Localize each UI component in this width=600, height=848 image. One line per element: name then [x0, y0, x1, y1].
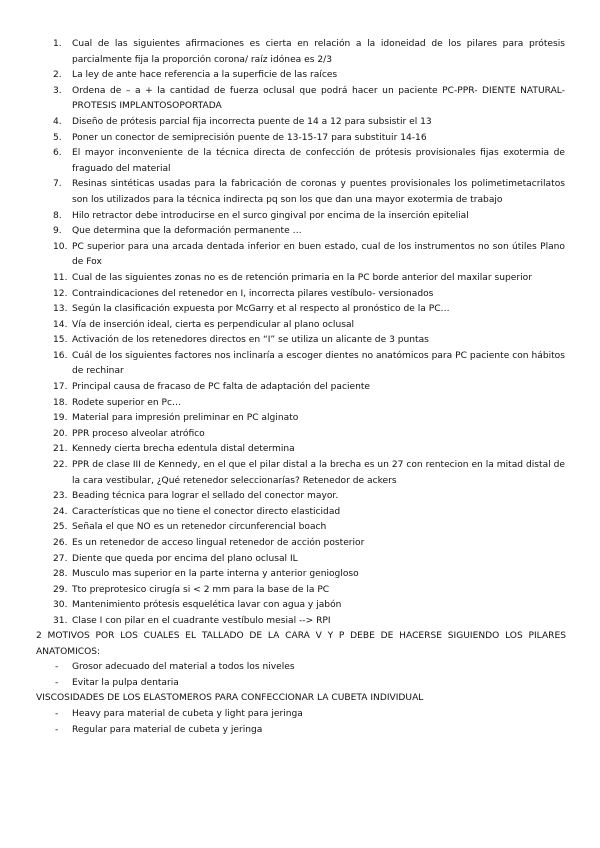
question-text: Según la clasificación expuesta por McGarry et al respecto al pronóstico de la PC…	[72, 304, 450, 315]
question-text: Mantenimiento prótesis esquelética lavar con agua y jabón	[72, 600, 342, 611]
question-text: PPR de clase III de Kennedy, en el que el pilar distal a la brecha es un 27 con rentecion en la mitad distal de la cara vestibular, ¿Qué retenedor seleccionarías? Retenedor de ackers	[72, 460, 565, 486]
question-number: 29.	[53, 584, 68, 595]
bullet-dash: -	[55, 677, 59, 688]
bullet-text: Regular para material de cubeta y jeringa	[72, 724, 263, 735]
question-item	[53, 442, 565, 458]
question-item	[53, 271, 565, 287]
question-number: 16.	[53, 350, 68, 361]
question-number: 19.	[53, 413, 68, 424]
question-item	[53, 68, 565, 84]
question-item	[53, 427, 565, 443]
question-item	[53, 567, 565, 583]
question-number: 17.	[53, 382, 68, 393]
question-item	[53, 287, 565, 303]
question-text: Contraindicaciones del retenedor en I, incorrecta pilares vestíbulo- versionados	[72, 288, 434, 299]
question-number: 1.	[53, 39, 62, 49]
question-item	[53, 37, 565, 68]
question-number: 30.	[53, 600, 68, 611]
question-number: 3.	[53, 85, 62, 96]
question-text: Características que no tiene el conector directo elasticidad	[72, 506, 341, 517]
question-item	[53, 520, 565, 536]
question-item	[53, 302, 565, 318]
question-text: Activación de los retenedores directos en “I” se utiliza un alicante de 3 puntas	[72, 335, 429, 346]
question-text: Que determina que la deformación permanente …	[72, 226, 302, 237]
list-item	[36, 707, 566, 723]
question-item	[53, 598, 565, 614]
question-text: Principal causa de fracaso de PC falta de adaptación del paciente	[72, 382, 371, 393]
question-item	[53, 177, 565, 208]
question-number: 5.	[53, 132, 62, 143]
question-text: Cual de las siguientes zonas no es de retención primaria en la PC borde anterior del maxilar superior	[72, 272, 532, 283]
question-text: La ley de ante hace referencia a la superficie de las raíces	[72, 70, 338, 81]
question-text: Material para impresión preliminar en PC alginato	[72, 413, 299, 424]
question-text: Tto preprotesico cirugía si < 2 mm para la base de la PC	[72, 584, 330, 595]
question-number: 18.	[53, 397, 68, 408]
question-item	[53, 489, 565, 505]
bullet-dash: -	[55, 724, 59, 735]
question-number: 9.	[53, 226, 62, 237]
list-item	[36, 660, 566, 676]
question-text: Diente que queda por encima del plano oclusal IL	[72, 553, 298, 564]
question-number: 8.	[53, 210, 62, 221]
question-item	[53, 583, 565, 599]
question-item	[53, 224, 565, 240]
question-item	[53, 84, 565, 115]
question-item	[53, 349, 565, 380]
question-list	[53, 37, 565, 630]
question-item	[53, 146, 565, 177]
question-text: Diseño de prótesis parcial fija incorrecta puente de 14 a 12 para subsistir el 13	[72, 116, 432, 127]
question-number: 13.	[53, 304, 68, 315]
question-number: 10.	[53, 241, 68, 252]
question-text: Ordena de – a + la cantidad de fuerza oclusal que podrá hacer un paciente PC-PPR- DIENTE NATURAL-PROTESIS IMPLANTOSOPORTADA	[72, 85, 565, 112]
question-number: 23.	[53, 491, 68, 502]
question-text: Resinas sintéticas usadas para la fabricación de coronas y puentes provisionales los polimetimetacrilatos son los utilizados para la técnica indirecta pq son los que dan una mayor exotermia de trabajo	[72, 179, 565, 205]
question-number: 2.	[53, 70, 62, 81]
question-item	[53, 505, 565, 521]
question-item	[53, 396, 565, 412]
question-item	[53, 333, 565, 349]
question-number: 21.	[53, 444, 68, 455]
notes-section	[36, 629, 566, 738]
question-item	[53, 115, 565, 131]
question-item	[53, 131, 565, 147]
question-text: El mayor inconveniente de la técnica directa de confección de prótesis provisionales fijas exotermia de fraguado del material	[72, 148, 565, 174]
question-item	[53, 240, 565, 271]
bullet-text: Evitar la pulpa dentaria	[72, 677, 179, 688]
question-text: Hilo retractor debe introducirse en el surco gingival por encima de la inserción epitelial	[72, 210, 469, 221]
question-text: Cuál de los siguientes factores nos inclinaría a escoger dientes no anatómicos para PC paciente con hábitos de rechinar	[72, 350, 565, 377]
bullet-text: Grosor adecuado del material a todos los niveles	[72, 662, 295, 673]
question-text: Cual de las siguientes afirmaciones es cierta en relación a la idoneidad de los pilares para prótesis parcialmente fija la proporción corona/ raíz idónea es 2/3	[72, 39, 565, 65]
question-item	[53, 209, 565, 225]
question-item	[53, 411, 565, 427]
question-item	[53, 318, 565, 334]
bullet-dash: -	[55, 662, 59, 673]
question-text: Es un retenedor de acceso lingual retenedor de acción posterior	[72, 538, 365, 548]
question-number: 25.	[53, 522, 68, 533]
question-text: Clase I con pilar en el cuadrante vestíbulo mesial --> RPI	[72, 615, 331, 626]
question-number: 20.	[53, 428, 68, 439]
list-item	[36, 723, 566, 739]
question-item	[53, 614, 565, 630]
question-item	[53, 380, 565, 396]
question-text: Beading técnica para lograr el sellado del conector mayor.	[72, 491, 339, 502]
question-text: Vía de inserción ideal, cierta es perpendicular al plano oclusal	[72, 319, 355, 330]
question-number: 12.	[53, 288, 68, 299]
question-text: PPR proceso alveolar atrófico	[72, 428, 205, 439]
bullet-dash: -	[55, 708, 59, 719]
question-number: 15.	[53, 335, 68, 346]
question-number: 4.	[53, 116, 62, 127]
question-text: Kennedy cierta brecha edentula distal determina	[72, 444, 295, 455]
question-text: Rodete superior en Pc…	[72, 397, 182, 408]
question-number: 27.	[53, 553, 68, 564]
question-number: 7.	[53, 179, 62, 190]
question-text: Señala el que NO es un retenedor circunferencial boach	[72, 522, 327, 533]
question-number: 24.	[53, 506, 68, 517]
bullet-text: Heavy para material de cubeta y light para jeringa	[72, 708, 303, 719]
question-number: 31.	[53, 615, 68, 626]
question-item	[53, 458, 565, 489]
question-number: 14.	[53, 319, 68, 330]
question-item	[53, 552, 565, 568]
question-text: Poner un conector de semiprecisión puente de 13-15-17 para substituir 14-16	[72, 132, 427, 143]
list-item	[36, 676, 566, 692]
question-number: 26.	[53, 538, 68, 548]
question-number: 6.	[53, 148, 62, 159]
question-text: PC superior para una arcada dentada inferior en buen estado, cual de los instrumentos no son útiles Plano de Fox	[72, 241, 565, 268]
question-number: 22.	[53, 460, 68, 471]
question-text: Musculo mas superior en la parte interna y anterior geniogloso	[72, 569, 359, 580]
question-item	[53, 536, 565, 552]
question-number: 28.	[53, 569, 68, 580]
question-number: 11.	[53, 272, 68, 283]
section-heading-viscosidades: VISCOSIDADES DE LOS ELASTOMEROS PARA CONFECCIONAR LA CUBETA INDIVIDUAL	[36, 693, 424, 704]
section-heading-tallado: 2 MOTIVOS POR LOS CUALES EL TALLADO DE LA CARA V Y P DEBE DE HACERSE SIGUIENDO LOS PILARES ANATOMICOS:	[36, 631, 566, 657]
